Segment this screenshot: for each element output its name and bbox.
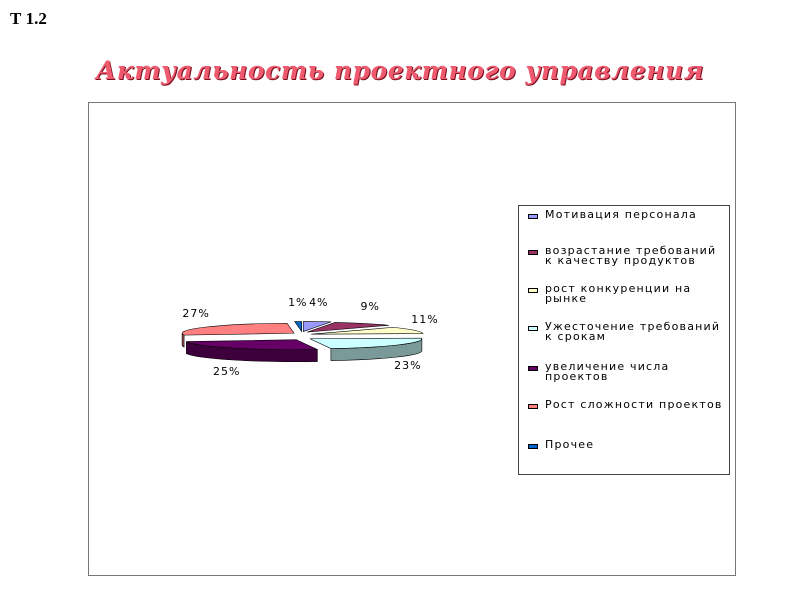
- legend-label: Рост сложности проектов: [545, 398, 723, 411]
- legend-swatch: [528, 326, 538, 331]
- pie-slice-side: [182, 333, 184, 347]
- legend: [518, 205, 730, 475]
- legend-label: возрастание требований к качеству продуктов: [545, 244, 717, 267]
- chart-frame: [88, 102, 736, 576]
- pie-slice-ужесточение-требований-к-срокам: [310, 338, 422, 360]
- slide-title: Актуальность проектного управления: [95, 56, 705, 85]
- legend-swatch: [528, 214, 538, 219]
- data-label-увеличение-числа-проектов: 25%: [212, 365, 241, 379]
- legend-label: Ужесточение требований к срокам: [545, 320, 721, 343]
- legend-label: рост конкуренции на рынке: [545, 282, 692, 305]
- legend-label: Мотивация персонала: [545, 208, 697, 221]
- pie-slice-top: [295, 322, 302, 332]
- data-label-рост-сложности-проектов: 27%: [182, 306, 210, 320]
- legend-label: Прочее: [545, 438, 595, 451]
- slide-label: Т 1.2: [10, 9, 47, 28]
- legend-swatch: [528, 288, 538, 293]
- data-label-рост-конкуренции-на-рынке: 11%: [411, 312, 439, 326]
- pie-slice-top: [182, 323, 294, 335]
- legend-swatch: [528, 250, 538, 255]
- data-label-ужесточение-требований-к-срокам: 23%: [394, 359, 422, 373]
- data-label-мотивация-персонала: 4%: [309, 296, 329, 310]
- legend-swatch: [528, 404, 538, 409]
- data-label-возрастание-требований-к-качеству-продуктов: 9%: [360, 299, 380, 313]
- pie-slice-увеличение-числа-проектов: [186, 340, 317, 362]
- pie-slice-прочее: [295, 322, 302, 332]
- legend-swatch: [528, 366, 538, 371]
- legend-swatch: [528, 444, 538, 449]
- legend-label: увеличение числа проектов: [545, 360, 670, 383]
- data-label-прочее: 1%: [288, 296, 308, 309]
